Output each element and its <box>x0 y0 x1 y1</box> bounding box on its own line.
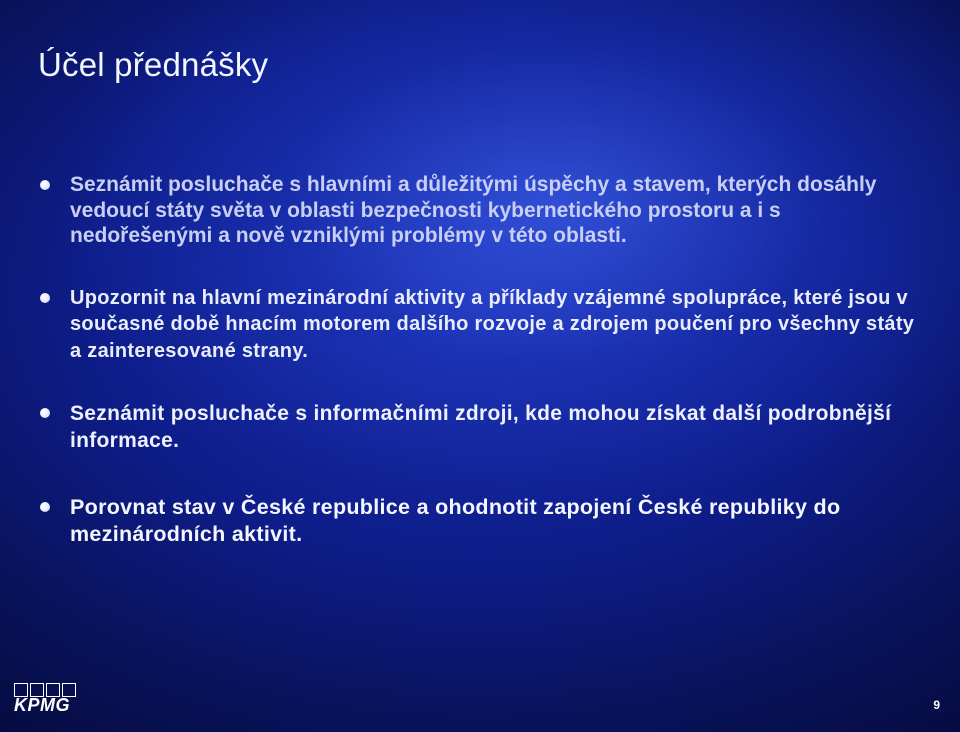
bullet-dot-icon <box>40 180 50 190</box>
logo-text: KPMG <box>14 695 70 715</box>
page-number: 9 <box>933 698 940 712</box>
bullet-dot-icon <box>40 502 50 512</box>
bullet-dot-icon <box>40 408 50 418</box>
kpmg-logo <box>14 683 86 717</box>
bullet-item <box>40 494 920 548</box>
bullet-list <box>40 172 920 548</box>
bullet-item <box>40 400 920 454</box>
bullet-text: Upozornit na hlavní mezinárodní aktivity a příklady vzájemné spolupráce, které jsou v současné době hnacím motorem dalšího rozvoje a zdrojem poučení pro všechny státy a zainteresované strany. <box>70 286 915 362</box>
bullet-text: Seznámit posluchače s informačními zdroji, kde mohou získat další podrobnější informace. <box>70 402 892 452</box>
slide-title: Účel přednášky <box>38 46 269 83</box>
bullet-item <box>40 285 920 365</box>
bullet-item <box>40 172 920 249</box>
bullet-text: Seznámit posluchače s hlavními a důležitými úspěchy a stavem, kterých dosáhly vedoucí státy světa v oblasti bezpečnosti kybernetického prostoru a i s nedořešenými a nově vzniklými problémy v této oblasti. <box>70 173 877 247</box>
bullet-dot-icon <box>40 293 50 303</box>
bullet-text: Porovnat stav v České republice a ohodnotit zapojení České republiky do mezinárodních aktivit. <box>70 495 841 546</box>
